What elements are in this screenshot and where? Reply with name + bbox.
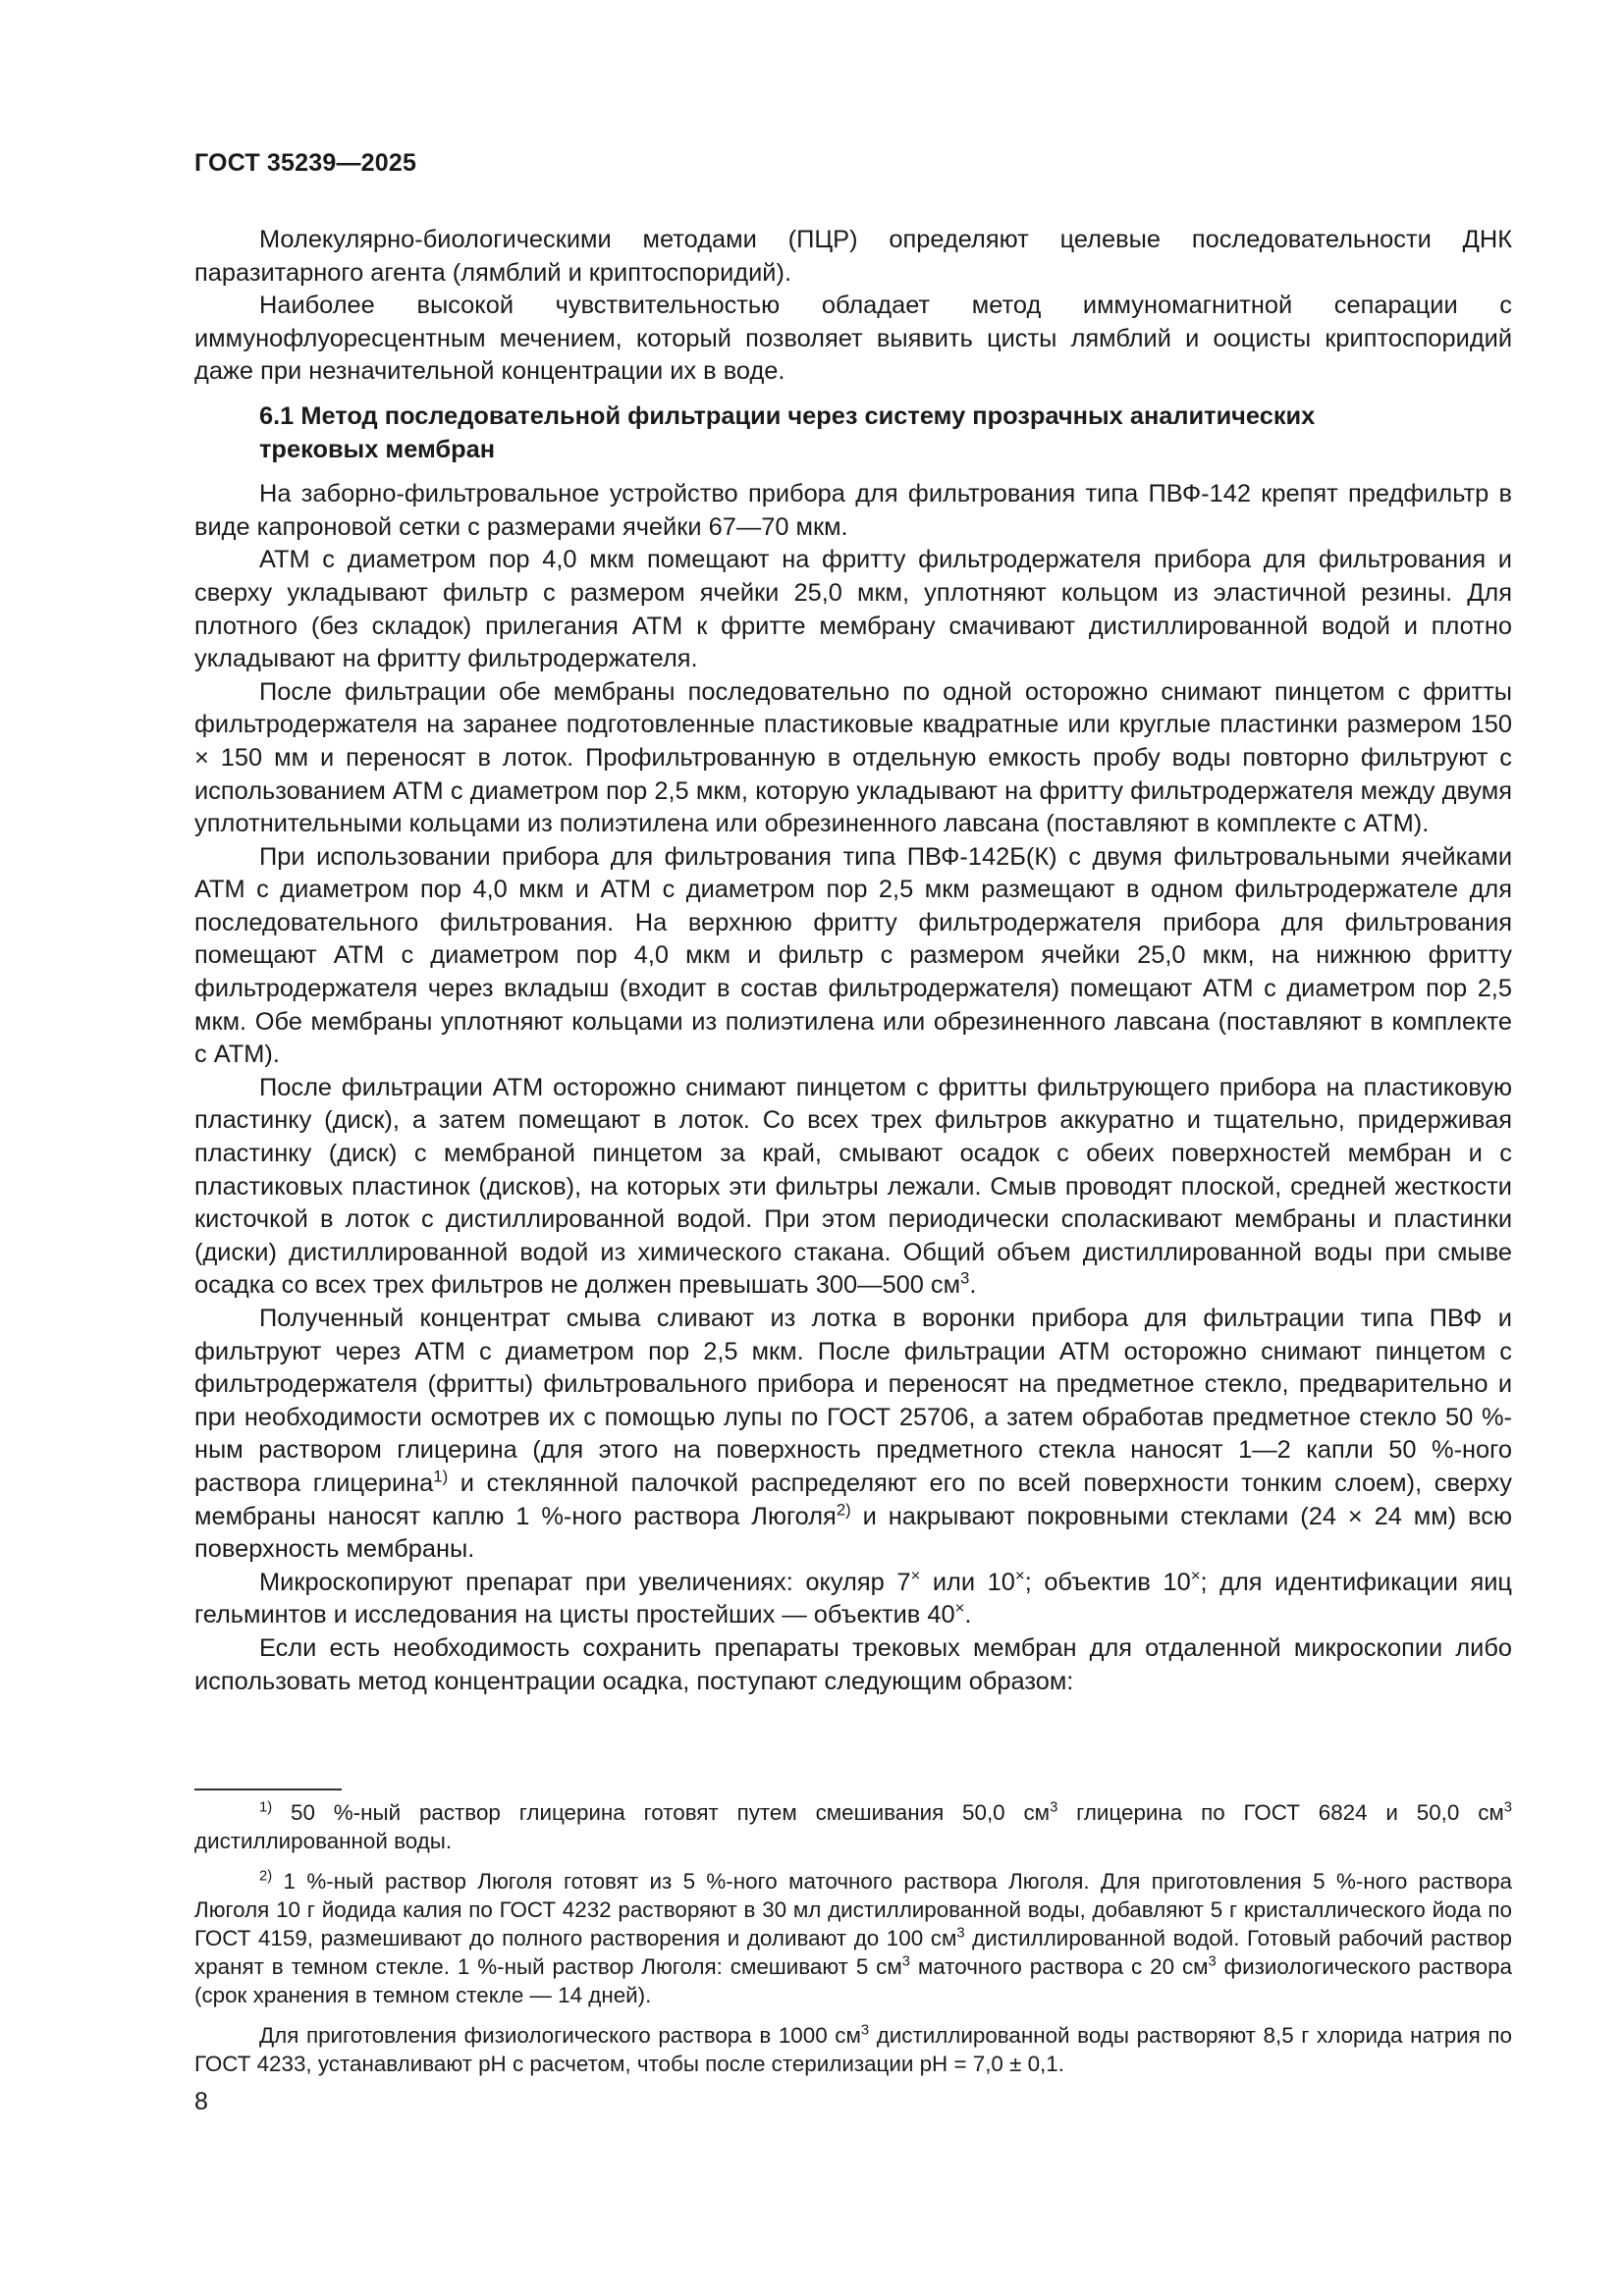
footnote-mark: 2) <box>259 1868 273 1885</box>
paragraph-text: и стеклянной палочкой распределяют его по всей поверхности тонким слоем), сверху мембраны наносят каплю 1 %-ного раствора Люголя <box>194 1468 1513 1530</box>
magnification-mark: × <box>1014 1566 1025 1585</box>
section-paragraph-6 <box>194 1303 1512 1567</box>
paragraph-text: или 10 <box>920 1568 1015 1596</box>
paragraph-text: ; для идентификации яиц гельминтов и исследования на цисты простейших — объектив 40 <box>194 1568 1512 1629</box>
paragraph-text: После фильтрации АТМ осторожно снимают пинцетом с фритты фильтрующего прибора на пластиковую пластинку (диск), а затем помещают в лоток. Со всех трех фильтров аккуратно и тщательно, придерживая пластинку (диск) с мембраной пинцетом за край, смывают осадок с обеих поверхностей мембран и с пластиковых пластинок (дисков), на которых эти фильтры лежали. Смыв проводят плоской, средней жесткости кисточкой в лоток с дистиллированной водой. При этом периодически споласкивают мембраны и пластинки (диски) дистиллированной водой из химического стакана. Общий объем дистиллированной воды при смыве осадка со всех трех фильтров не должен превышать 300—500 см <box>194 1073 1512 1300</box>
section-paragraph-7 <box>194 1567 1512 1632</box>
superscript: 3 <box>1503 1799 1513 1816</box>
superscript: 3 <box>901 1953 910 1970</box>
paragraph-text: Полученный концентрат смыва сливают из лотка в воронки прибора для фильтрации типа ПВФ и фильтруют через АТМ с диаметром пор 2,5 мкм. После фильтрации АТМ осторожно снимают пинцетом с фильтродержателя (фритты) фильтровального прибора и переносят на предметное стекло, предварительно и при необходимости осмотрев их с помощью лупы по ГОСТ 25706, а затем обработав предметное стекло 50 %-ным раствором глицерина (для этого на поверхность предметного стекла наносят 1—2 капли 50 %-ного раствора глицерина <box>194 1305 1512 1497</box>
footnote-text: дистиллированной воды. <box>194 1829 453 1853</box>
superscript: 3 <box>1208 1953 1217 1970</box>
section-paragraph-2: АТМ с диаметром пор 4,0 мкм помещают на фритту фильтродержателя прибора для фильтрования и сверху укладывают фильтр с размером ячейки 25,0 мкм, уплотняют кольцом из эластичной резины. Для плотного (без складок) прилегания АТМ к фритте мембрану смачивают дистиллированной водой и плотно укладывают на фритту фильтродержателя. <box>194 546 1512 673</box>
section-paragraph-8: Если есть необходимость сохранить препараты трековых мембран для отдаленной микроскопии либо использовать метод концентрации осадка, поступают следующим образом: <box>194 1633 1512 1695</box>
footnote-text: физиологического раствора (срок хранения в темном стекле — 14 дней). <box>194 1954 1512 2007</box>
footnote-mark: 1) <box>259 1799 273 1816</box>
paragraph-text: и накрывают покровными стеклами (24 × 24 мм) всю поверхность мембраны. <box>194 1502 1512 1564</box>
paragraph-text: . <box>969 1271 977 1300</box>
magnification-mark: × <box>954 1598 965 1618</box>
section-paragraph-4: При использовании прибора для фильтрования типа ПВФ-142Б(К) с двумя фильтровальными ячейками АТМ с диаметром пор 4,0 мкм и АТМ с диаметром пор 2,5 мкм размещают в одном фильтродержателе для последовательного фильтрования. На верхнюю фритту фильтродержателя прибора для фильтрования помещают АТМ с диаметром пор 4,0 мкм и фильтр с размером ячейки 25,0 мкм, на нижнюю фритту фильтродержателя через вкладыш (входит в состав фильтродержателя) помещают АТМ с диаметром пор 2,5 мкм. Обе мембраны уплотняют кольцами из полиэтилена или обрезиненного лавсана (поставляют в комплекте с АТМ). <box>194 842 1512 1069</box>
footnote-text: глицерина по ГОСТ 6824 и 50,0 см <box>1057 1800 1504 1825</box>
magnification-mark: × <box>1190 1566 1201 1585</box>
paragraph-text: Микроскопируют препарат при увеличениях: окуляр 7 <box>259 1568 911 1596</box>
intro-paragraph-2: Наиболее высокой чувствительностью обладает метод иммуномагнитной сепарации с иммунофлуоресцентным мечением, который позволяет выявить цисты лямблий и ооцисты криптоспоридий даже при незначительной концентрации их в воде. <box>194 292 1512 386</box>
magnification-mark: × <box>910 1566 921 1585</box>
footnote-reference-1[interactable]: 1) <box>433 1467 449 1486</box>
footnotes <box>194 1789 1512 2078</box>
footnote-reference-2[interactable]: 2) <box>836 1500 851 1520</box>
superscript: 3 <box>956 1925 965 1942</box>
footnote-divider <box>194 1789 342 1790</box>
section-heading: 6.1 Метод последовательной фильтрации через систему прозрачных аналитических трековых мембран <box>259 401 1316 463</box>
footnote-text: 50 %-ный раствор глицерина готовят путем смешивания 50,0 см <box>272 1800 1051 1825</box>
footnote-text: маточного раствора с 20 см <box>910 1954 1209 1979</box>
section-paragraph-3: После фильтрации обе мембраны последовательно по одной осторожно снимают пинцетом с фритты фильтродержателя на заранее подготовленные пластиковые квадратные или круглые пластинки размером 150 × 150 мм и переносят в лоток. Профильтрованную в отдельную емкость пробу воды повторно фильтруют с использованием АТМ с диаметром пор 2,5 мкм, которую укладывают на фритту фильтродержателя между двумя уплотнительными кольцами из полиэтилена или обрезиненного лавсана (поставляют в комплекте с АТМ). <box>194 677 1512 838</box>
superscript: 3 <box>860 2022 870 2039</box>
paragraph-text: . <box>964 1601 972 1629</box>
page-number: 8 <box>194 2088 208 2115</box>
footnote-text: дистиллированной воды растворяют 8,5 г хлорида натрия по ГОСТ 4233, устанавливают рН с расчетом, чтобы после стерилизации рН = 7,0 ± 0,1. <box>194 2023 1512 2076</box>
section-paragraph-5 <box>194 1072 1512 1303</box>
footnote-3 <box>194 2021 1512 2078</box>
footnote-text: дистиллированной водой. Готовый рабочий раствор хранят в темном стекле. 1 %-ный раствор Люголя: смешивают 5 см <box>194 1926 1513 1979</box>
superscript: 3 <box>1050 1799 1058 1816</box>
document-header: ГОСТ 35239—2025 <box>194 149 417 177</box>
superscript: 3 <box>960 1268 970 1288</box>
intro-paragraph-1: Молекулярно-биологическими методами (ПЦР) определяют целевые последовательности ДНК паразитарного агента (лямблий и криптоспоридий). <box>194 226 1512 287</box>
footnote-1 <box>194 1798 1512 1855</box>
main-content <box>194 224 1512 1698</box>
footnote-text: 1 %-ный раствор Люголя готовят из 5 %-ного маточного раствора Люголя. Для приготовления 5 %-ного раствора Люголя 10 г йодида калия по ГОСТ 4232 растворяют в 30 мл дистиллированной воды, добавляют 5 г кристаллического йода по ГОСТ 4159, размешивают до полного растворения и доливают до 100 см <box>194 1869 1512 1950</box>
footnote-text: Для приготовления физиологического раствора в 1000 см <box>259 2023 861 2048</box>
footnote-2 <box>194 1867 1512 2009</box>
section-paragraph-1: На заборно-фильтровальное устройство прибора для фильтрования типа ПВФ-142 крепят предфильтр в виде капроновой сетки с размерами ячейки 67—70 мкм. <box>194 480 1512 541</box>
paragraph-text: ; объектив 10 <box>1024 1568 1191 1596</box>
